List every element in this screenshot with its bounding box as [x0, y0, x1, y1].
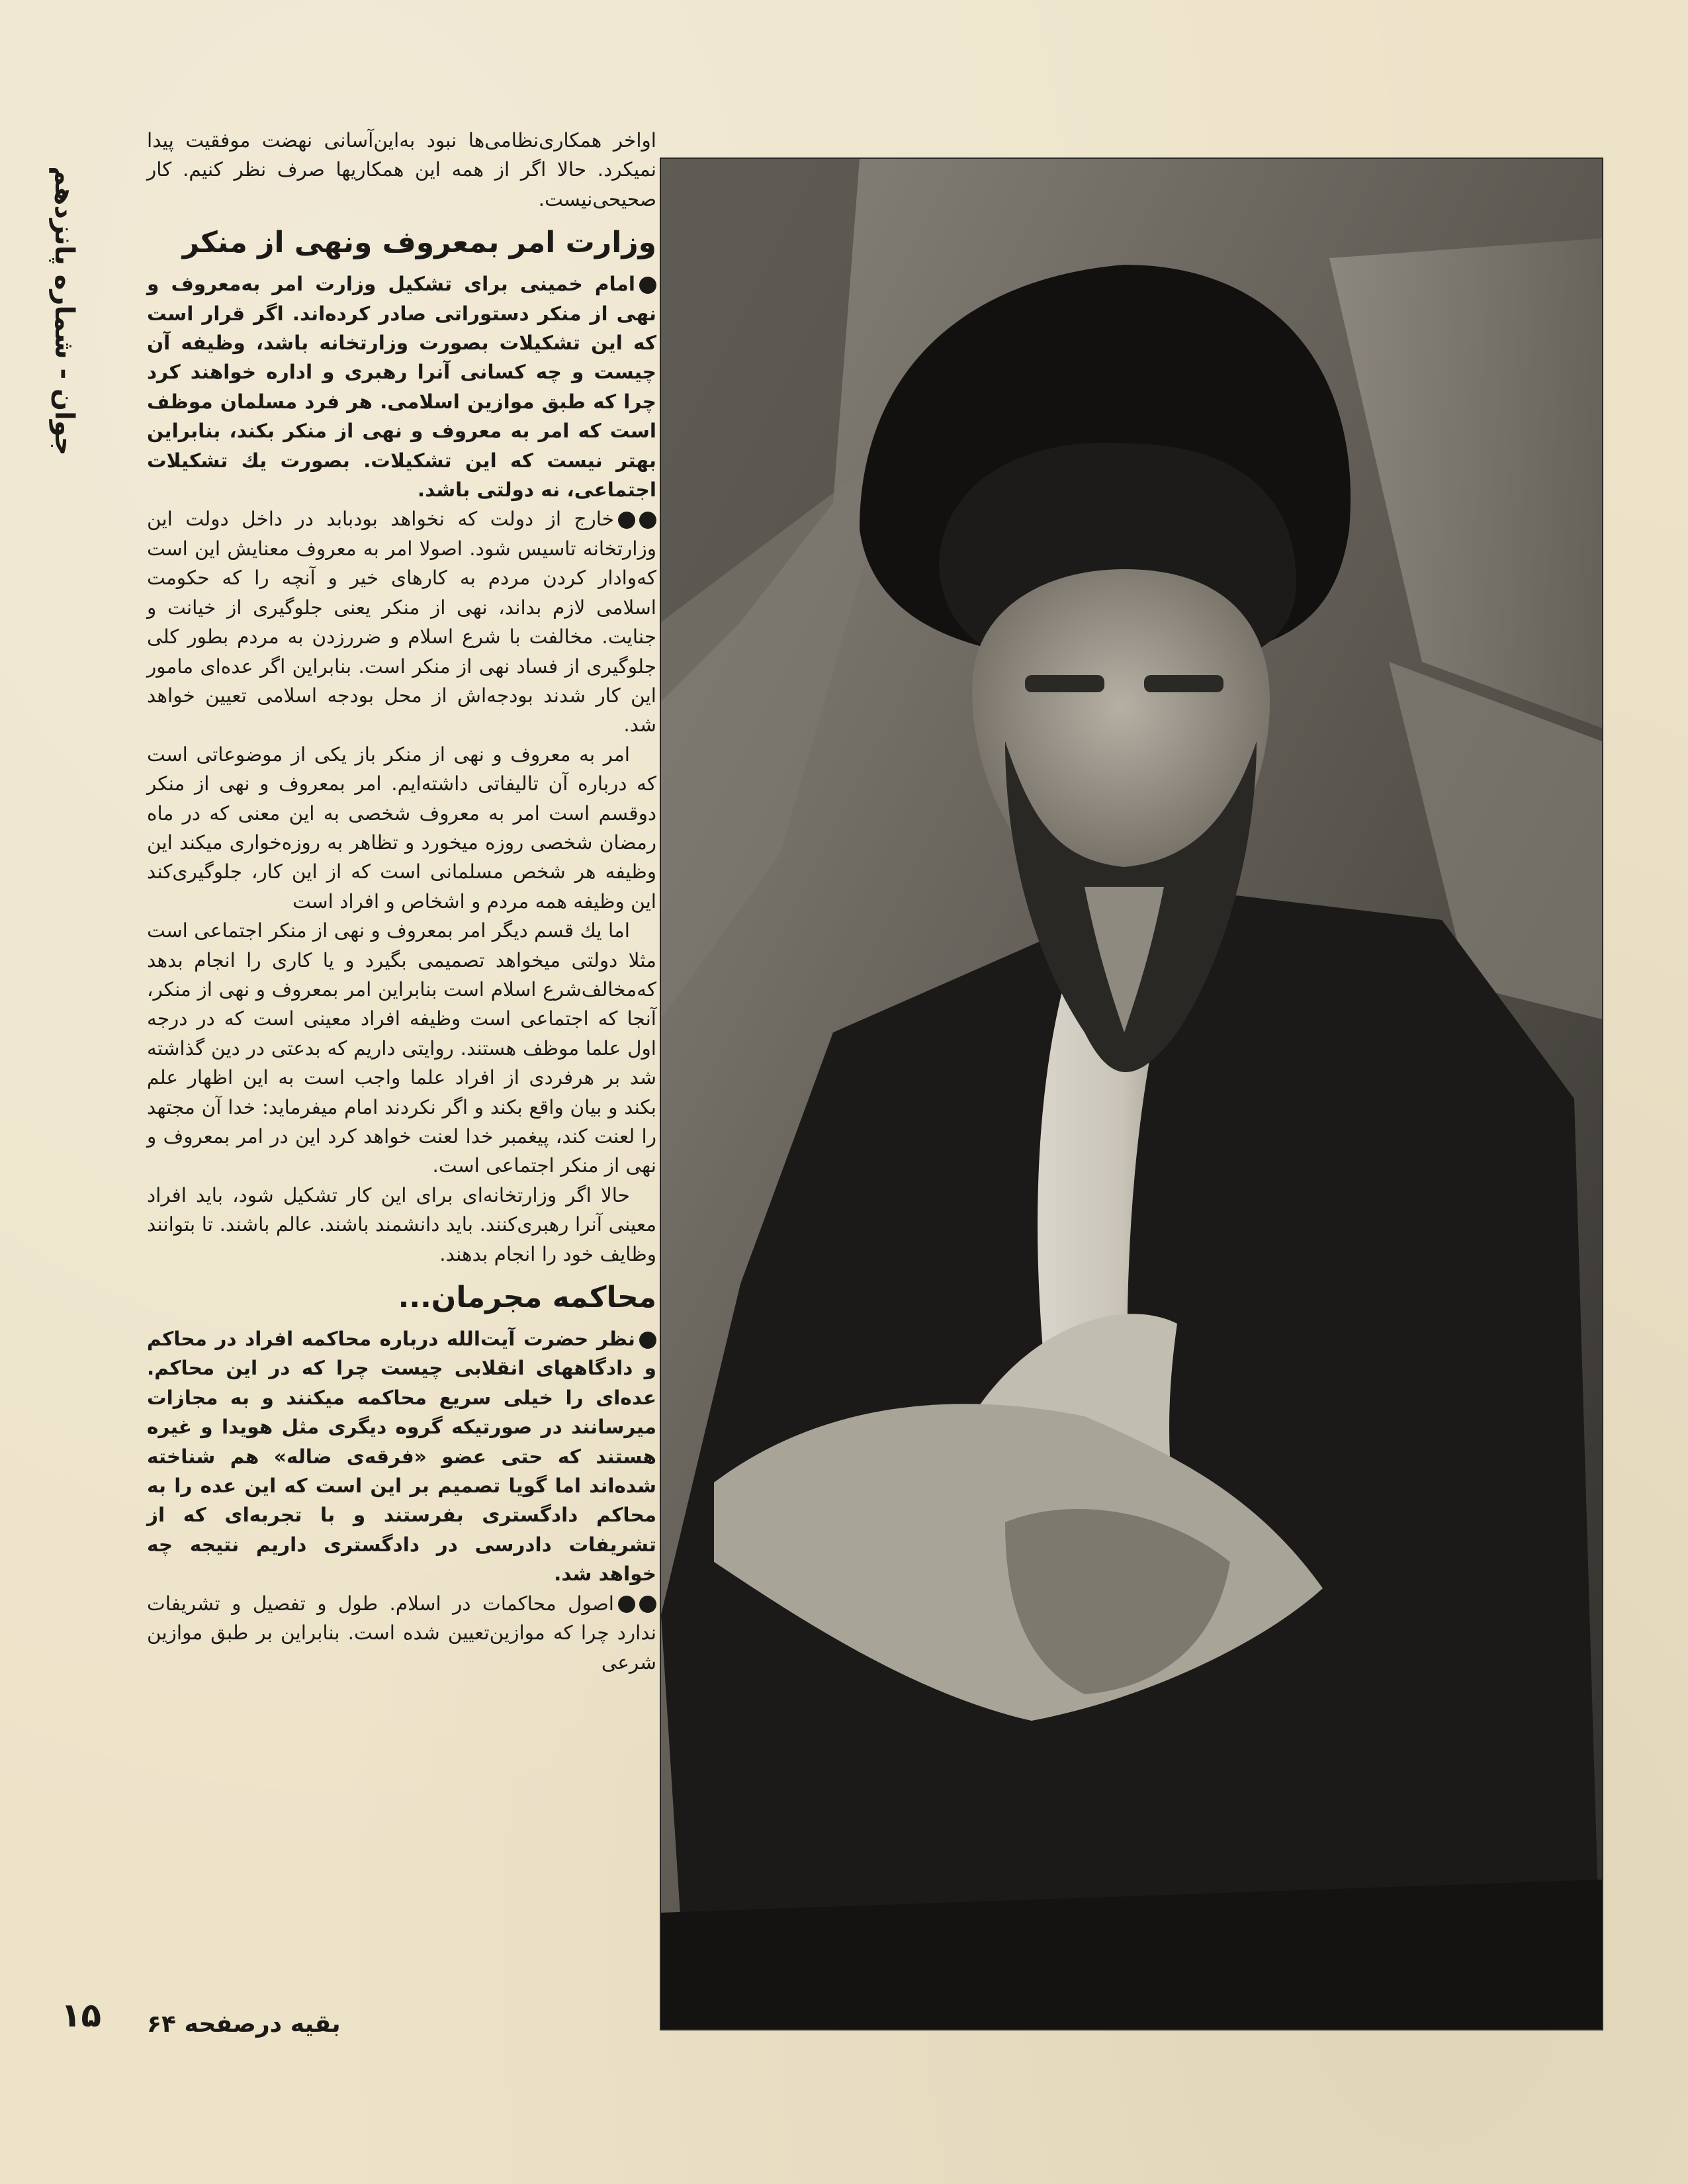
bullet-icon	[639, 1596, 656, 1613]
intro-paragraph: اواخر همکاری‌نظامی‌ها نبود به‌این‌آسانی نهضت موفقیت پیدا نمیکرد. حالا اگر از همه این همکاریها صرف نظر کنیم. کار صحیحی‌نیست.	[147, 129, 656, 210]
bullet-icon	[639, 1332, 656, 1349]
bullet-icon	[639, 512, 656, 529]
magazine-issue-label: جوان - شماره پانزدهم	[49, 166, 79, 456]
portrait-photo	[660, 158, 1603, 2030]
question-text-1: امام خمینی برای تشکیل وزارت امر به‌معروف و نهی از منکر دستوراتی صادر کرده‌اند. اگر قرار است که این تشکیلات بصورت وزارتخانه باشد، وظیفه آن چیست و چه کسانی آنرا رهبری و اداره خواهند کرد چرا که طبق موازین اسلامی. هر فرد مسلمان موظف است که امر به معروف و نهی از منکر بکند، بنابراین بهتر نیست که این تشکیلات. بصورت یك تشکیلات اجتماعی، نه دولتی باشد.	[147, 273, 656, 502]
answer-paragraph: امر به معروف و نهی از منکر باز یکی از موضوعاتی است که درباره آن تالیفاتی داشته‌ایم. امر بمعروف و نهی از منکر دوقسم است امر به معروف شخصی به این معنی که در ماه رمضان شخصی روزه میخورد و تظاهر به روزه‌خواری میکند این وظیفه هر شخص مسلمانی است که از این کار، جلوگیری‌کند این وظیفه همه مردم و اشخاص و افراد است	[147, 743, 656, 913]
answer-text-2: اصول محاکمات در اسلام. طول و تفصیل و تشریفات ندارد چرا که موازین‌تعیین شده است. بنابراین بر طبق موازین شرعی	[147, 1592, 656, 1674]
side-running-header	[34, 99, 94, 523]
answer-paragraph: حالا اگر وزارتخانه‌ای برای این کار تشکیل شود، باید افراد معینی آنرا رهبری‌کنند. باید دانشمند باشند. عالم باشند. تا بتوانند وظایف خود را انجام بدهند.	[147, 1183, 656, 1265]
bullet-icon	[618, 1596, 635, 1613]
answer-paragraph	[147, 1589, 656, 1677]
portrait-illustration	[661, 159, 1602, 2029]
question-paragraph-2	[147, 1324, 656, 1589]
article-text-column	[147, 126, 656, 2045]
question-paragraph-1	[147, 269, 656, 504]
page-number: ۱۵	[61, 1996, 102, 2034]
answer-text-1: خارج از دولت که نخواهد بودبابد در داخل دولت این وزارتخانه تاسیس شود. اصولا امر به معروف معنایش این است که‌وادار کردن مردم به کارهای خیر و آنچه را که حکومت اسلامی لازم بداند، نهی از منکر یعنی جلوگیری از خیانت و جنایت. مخالفت با شرع اسلام و ضرر‌زدن به مردم بطور کلی جلوگیری از فساد نهی از منکر است. بنابراین اگر عده‌ای مامور این کار شدند بودجه‌اش از محل بودجه اسلامی تعیین خواهد شد.	[147, 508, 656, 737]
answer-paragraph: اما یك قسم دیگر امر بمعروف و نهی از منکر اجتماعی است مثلا دولتی میخواهد تصمیمی بگیرد و یا کاری را انجام بدهد که‌مخالف‌شرع اسلام است بنابراین امر بمعروف و نهی از منکر، آنجا که اجتماعی است وظیفه افراد معینی است که در درجه اول علما موظف هستند. روایتی داریم که بدعتی در دین گذاشته شد بر هرفردی از افراد علما واجب است به این اظهار علم بکند و بیان واقع بکند و اگر نکردند امام میفرماید: خدا آن مجتهد را لعنت کند، پیغمبر خدا لعنت خواهد کرد این در امر بمعروف و نهی از منکر اجتماعی است.	[147, 919, 656, 1177]
answer-paragraph	[147, 504, 656, 739]
section-title-trials: محاکمه مجرمان...	[398, 1281, 656, 1315]
continued-on-page-note: بقیه درصفحه ۶۴	[147, 2011, 341, 2038]
section-title-ministry: وزارت امر بمعروف ونهی از منکر	[182, 226, 656, 260]
bullet-icon	[639, 277, 656, 294]
question-text-2: نظر حضرت آیت‌الله درباره محاکمه افراد در محاکم و دادگاههای انقلابی چیست چرا که در این محاکم. عده‌ای را خیلی سریع محاکمه میکنند و به مجازات میرسانند در صورتیکه گروه دیگری مثل هویدا و غیره هستند که حتی عضو «فرقه‌ی ضاله» هم شناخته شده‌اند اما گویا تصمیم بر این است که این عده را به محاکم دادگستری بفرستند و با تجربه‌ای که از تشریفات دادرسی در دادگستری داریم نتیجه چه خواهد شد.	[147, 1328, 656, 1586]
bullet-icon	[618, 512, 635, 529]
